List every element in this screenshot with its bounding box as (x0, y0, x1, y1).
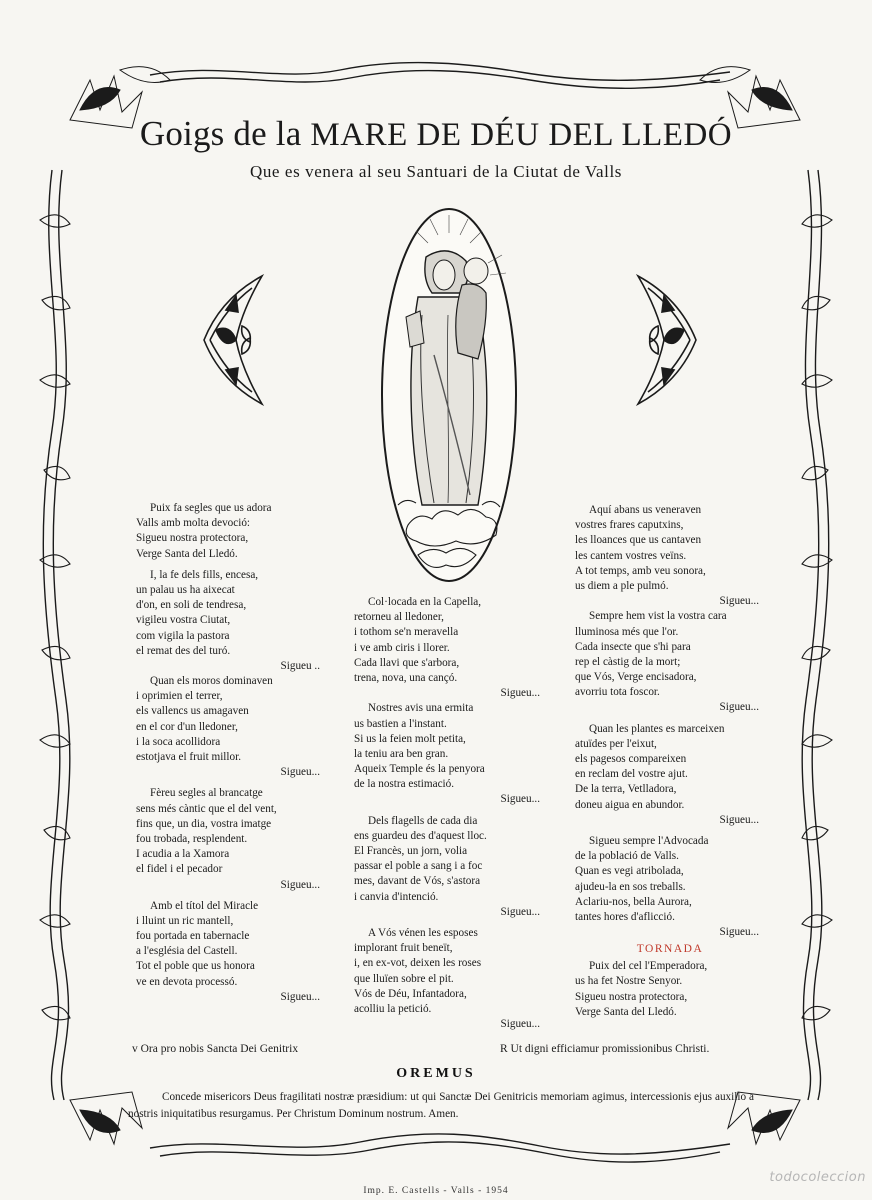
verse-line: el remat des del turó. (136, 644, 231, 657)
verse-line: I, la fe dels fills, encesa, (150, 568, 259, 581)
refrain-cue: Sigueu... (500, 687, 540, 700)
verse-line: i lluint un ric mantell, (136, 914, 234, 927)
verse-line: les cantem vostres veïns. (575, 549, 687, 562)
verse-line: en el cor d'un lledoner, (136, 720, 238, 733)
verse-line: Si us la feien molt petita, (354, 732, 466, 745)
title-prefix: Goigs de la (139, 114, 302, 153)
verse-line: us ha fet Nostre Senyor. (575, 975, 683, 988)
refrain-cue: Sigueu... (280, 990, 320, 1003)
verse-line: Fèreu segles al brancatge (150, 787, 263, 800)
verse-line: fins que, un dia, vostra imatge (136, 817, 272, 830)
verse-line: i tothom se'n meravella (354, 626, 459, 639)
verse-line: els vallencs us amagaven (136, 705, 249, 718)
verse-line: tantes hores d'aflicció. (575, 910, 675, 923)
watermark: todocoleccion (769, 1170, 866, 1185)
refrain-cue: Sigueu... (719, 926, 759, 939)
verse-line: Dels flagells de cada dia (368, 814, 478, 827)
verse-line: Sempre hem vist la vostra cara (589, 610, 727, 623)
verse-line: estotjava el fruit millor. (136, 751, 242, 763)
verse-line: A tot temps, amb veu sonora, (575, 564, 706, 577)
verse-line: passar el poble a sang i a foc (354, 860, 483, 873)
verse-line: Sigueu sempre l'Advocada (589, 834, 709, 847)
verse-line: Verge Santa del Lledó. (136, 547, 238, 560)
title-name: MARE DE DÉU DEL LLEDÓ (310, 117, 733, 153)
verse-line: un palau us ha aixecat (136, 583, 235, 596)
verse-line: Col·locada en la Capella, (368, 596, 482, 608)
verse-line: a l'església del Castell. (136, 945, 238, 958)
verse-line: De la terra, Vetlladora, (575, 783, 677, 796)
verse-line: ajudeu-la en sos treballs. (575, 880, 686, 893)
verse-line: el fidel i el pecador (136, 863, 223, 876)
verse-line: els pagesos compareixen (575, 753, 687, 765)
verse-line: Vós de Déu, Infantadora, (354, 987, 467, 1000)
verse-line: I acudia a la Xamora (136, 848, 230, 861)
verse-line: la teniu ara ben gran. (354, 747, 449, 760)
refrain-cue: Sigueu... (719, 813, 759, 826)
verse-line: sens més càntic que el del vent, (136, 802, 277, 815)
verse-line: Aquí abans us veneraven (589, 504, 702, 516)
verse-line: us diem a ple pulmó. (575, 579, 669, 592)
verse-line: Aqueix Temple és la penyora (354, 763, 485, 776)
verse-line: i oprimien el terrer, (136, 690, 223, 703)
verse-line: fou trobada, resplendent. (136, 832, 248, 845)
refrain-cue: Sigueu .. (280, 659, 320, 672)
verse-line: atuïdes per l'eixut, (575, 737, 657, 750)
verse-line: fou portada en tabernacle (136, 930, 250, 943)
tornada-heading: TORNADA (636, 943, 704, 956)
response: R Ut digni efficiamur promissionibus Christi. (500, 1043, 710, 1055)
verse-line: Puix fa segles que us adora (150, 502, 272, 514)
refrain-cue: Sigueu... (719, 595, 759, 608)
verse-line: com vigila la pastora (136, 629, 230, 642)
refrain-cue: Sigueu... (500, 905, 540, 918)
verse-line: de la població de Valls. (575, 850, 679, 863)
refrain-cue: Sigueu... (500, 793, 540, 806)
leaf-ornament-left (196, 270, 268, 410)
verse-line: Sigueu nostra protectora, (575, 990, 688, 1003)
verse-line: i la soca acollidora (136, 735, 221, 748)
refrain-cue: Sigueu... (280, 878, 320, 891)
verse-column-left (136, 501, 326, 1005)
versicle: v Ora pro nobis Sancta Dei Genitrix (132, 1043, 299, 1055)
virgin-and-child-image (378, 205, 520, 595)
verse-line: lluminosa més que l'or. (575, 625, 679, 638)
verse-line: de la nostra estimació. (354, 778, 455, 791)
verse-line: Amb el títol del Miracle (150, 899, 259, 912)
page-title (0, 114, 872, 154)
refrain-cue: Sigueu... (280, 766, 320, 779)
verse-line: en reclam del vostre ajut. (575, 768, 688, 781)
verse-line: que Vós, Verge encisadora, (575, 671, 697, 684)
verse-line: A Vós vénen les esposes (368, 926, 478, 939)
verse-line: Tot el poble que us honora (136, 960, 255, 973)
verse-line: vigileu vostra Ciutat, (136, 614, 231, 627)
verse-line: avorriu tota foscor. (575, 686, 660, 699)
verse-line: Valls amb molta devoció: (136, 517, 251, 530)
refrain-cue: Sigueu... (719, 701, 759, 714)
verse-line: implorant fruit beneït, (354, 942, 453, 955)
verse-line: retorneu al lledoner, (354, 611, 444, 624)
verse-line: ve en devota processó. (136, 975, 238, 988)
verse-line: Cada llavi que s'arbora, (354, 656, 460, 669)
verse-line: rep el càstig de la mort; (575, 655, 681, 668)
refrain-cue: Sigueu... (500, 1018, 540, 1031)
verse-line: Nostres avis una ermita (368, 702, 474, 715)
verse-line: acolliu la petició. (354, 1002, 432, 1015)
verse-line: Sigueu nostra protectora, (136, 532, 249, 545)
verse-line: i ve amb ciris i llorer. (354, 641, 450, 654)
verse-line: Quan les plantes es marceixen (589, 722, 725, 735)
oremus-heading: OREMUS (396, 1066, 476, 1081)
verse-line: ens guardeu des d'aquest lloc. (354, 829, 487, 842)
page-subtitle: Que es venera al seu Santuari de la Ciutat de Valls (249, 162, 623, 181)
verse-line: El Francès, un jorn, volia (354, 845, 468, 857)
verse-line: doneu aigua en abundor. (575, 798, 685, 811)
verse-line: d'on, en soli de tendresa, (136, 599, 247, 612)
verse-column-middle (354, 595, 546, 1032)
verse-line: mes, davant de Vós, s'astora (354, 875, 481, 888)
verse-line: trena, nova, una cançó. (354, 671, 458, 684)
oremus-prayer: Concede misericors Deus fragilitati nostræ præsidium: ut qui Sanctæ Dei Genitricis memoriam agimus, intercessionis ejus auxilio a nostris iniquitatibus resurgamus. Per Christum Dominum nostrum. Amen. (128, 1091, 754, 1120)
verse-line: us bastien a l'instant. (354, 717, 447, 730)
verse-line: Verge Santa del Lledó. (575, 1005, 677, 1018)
verse-line: vostres frares caputxins, (575, 519, 684, 532)
verse-line: Cada insecte que s'hi para (575, 640, 691, 653)
verse-line: que lluïen sobre el pit. (354, 972, 454, 985)
verse-line: i canvia d'intenció. (354, 890, 439, 903)
leaf-ornament-right (632, 270, 704, 410)
verse-line: Aclariu-nos, bella Aurora, (575, 895, 692, 908)
printer-imprint: Imp. E. Castells - Valls - 1954 (363, 1186, 509, 1196)
verse-line: Quan els moros dominaven (150, 675, 273, 688)
verse-line: les lloances que us cantaven (575, 534, 702, 547)
verse-line: i, en ex-vot, deixen les roses (354, 957, 482, 970)
verse-line: Puix del cel l'Emperadora, (589, 960, 708, 973)
verse-line: Quan es vegi atribolada, (575, 865, 684, 878)
verse-column-right (575, 503, 765, 1020)
